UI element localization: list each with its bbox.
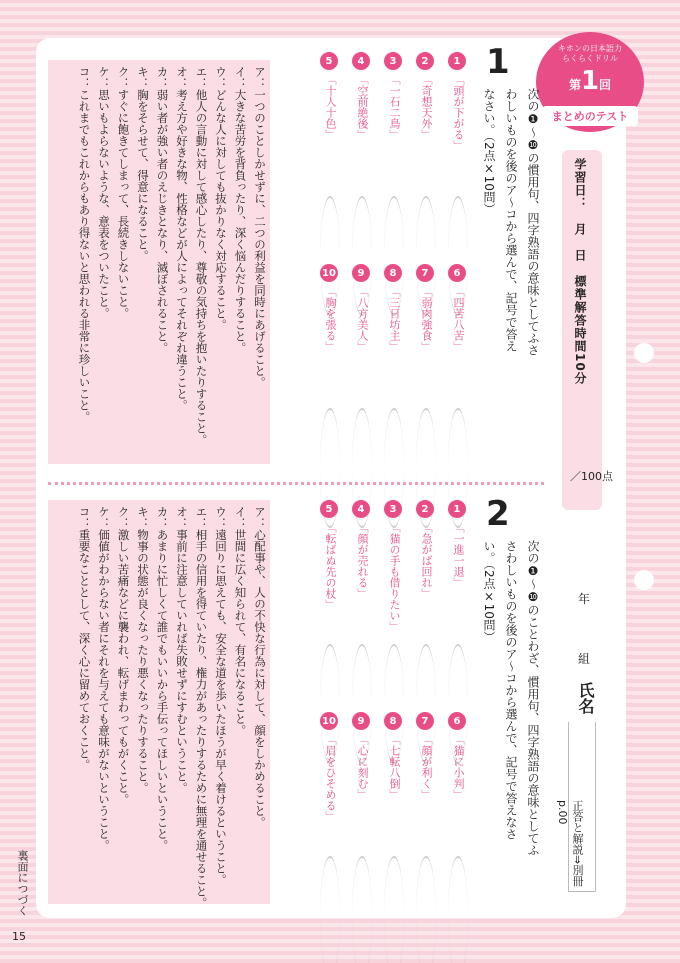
- year-label: 年: [578, 592, 591, 606]
- badge-kai-number: 1: [580, 66, 600, 96]
- question-item: [448, 52, 468, 151]
- answer-option: コ：これまでもこれからもあり得ないと思われる非常に珍しいこと。: [77, 66, 92, 423]
- question-item: [448, 712, 468, 800]
- question-text: 「転ばぬ先の杖」: [324, 522, 337, 610]
- answer-option: ア：一つのことしかせずに、二つの利益を同時にあげること。: [253, 66, 267, 388]
- page-number: 15: [12, 930, 26, 943]
- question-text: 「急がば回れ」: [420, 522, 433, 599]
- question-number: 2: [416, 500, 434, 518]
- badge-series-line1: キホンの日本語力: [558, 44, 622, 53]
- question-number: 4: [352, 52, 370, 70]
- question-item: [416, 52, 436, 140]
- question-text: 「猫の手も借りたい」: [388, 522, 401, 632]
- badge-series-line2: らくらくドリル: [562, 54, 618, 63]
- question-text: 「三日坊主」: [388, 286, 401, 352]
- class-label: 組: [578, 652, 591, 666]
- section1-number: 1: [486, 42, 510, 82]
- question-text: 「顔が利く」: [420, 734, 433, 800]
- score-points: ／100点: [570, 470, 613, 483]
- question-number: 8: [384, 712, 402, 730]
- answer-option: オ：考え方や好きな物、性格などが人によってそれぞれ違うこと。: [175, 66, 189, 411]
- study-date-label: 学習日： 月 日 標準解答時間10分: [573, 158, 587, 385]
- question-number: 2: [416, 52, 434, 70]
- continue-note: 裏面につづく: [16, 850, 29, 916]
- question-text: 「奇想天外」: [420, 74, 433, 140]
- question-item: [320, 500, 340, 610]
- question-number: 9: [352, 712, 370, 730]
- question-number: 10: [320, 264, 338, 282]
- question-number: 1: [448, 52, 466, 70]
- badge-kai-suffix: 回: [599, 78, 612, 92]
- question-number: 8: [384, 264, 402, 282]
- question-item: [320, 712, 340, 822]
- answer-reference: 正答と解説⇒別冊 p.00: [556, 800, 584, 887]
- answer-option: カ：あまりに忙しくて誰でもいいから手伝ってほしいということ。: [155, 506, 170, 851]
- question-number: 10: [320, 712, 338, 730]
- question-text: 「一石二鳥」: [388, 74, 401, 140]
- question-item: [352, 264, 372, 352]
- question-number: 7: [416, 712, 434, 730]
- badge-label: まとめのテスト: [542, 106, 638, 126]
- question-text: 「四苦八苦」: [452, 286, 465, 352]
- section2-number: 2: [486, 494, 510, 534]
- answer-option: ケ：思いもよらないような、意表をついたこと。: [97, 66, 111, 319]
- answer-option: キ：物事の状態が良くなったり悪くなったりすること。: [136, 506, 150, 794]
- question-text: 「眉をひそめる」: [324, 734, 337, 822]
- answer-option: コ：重要なこととして、深く心に留めておくこと。: [77, 506, 92, 771]
- question-number: 6: [448, 264, 466, 282]
- question-text: 「胸を張る」: [324, 286, 337, 352]
- question-text: 「十人十色」: [324, 74, 337, 140]
- answer-option: キ：胸をそらせて、得意になること。: [136, 66, 150, 262]
- question-number: 1: [448, 500, 466, 518]
- name-label: 氏名: [576, 682, 595, 714]
- question-text: 「頭が下がる」: [452, 74, 465, 151]
- question-item: [384, 712, 404, 800]
- question-item: [384, 264, 404, 352]
- question-number: 6: [448, 712, 466, 730]
- question-number: 5: [320, 52, 338, 70]
- question-item: [416, 712, 436, 800]
- answer-option: ク：激しい苦痛などに襲われ、転げまわってもがくこと。: [116, 506, 131, 805]
- question-item: [448, 500, 468, 588]
- question-text: 「八方美人」: [356, 286, 369, 352]
- question-number: 5: [320, 500, 338, 518]
- question-item: [352, 712, 372, 800]
- answer-option: ウ：どんな人に対しても抜かりなく対応すること。: [214, 66, 228, 331]
- answer-option: エ：他人の言動に対して感心したり、尊敬の気持ちを抱いたりすること。: [194, 66, 209, 446]
- question-item: [320, 264, 340, 352]
- answer-option: ク：すぐに飽きてしまって、長続きしないこと。: [116, 66, 131, 319]
- answer-option: ケ：価値がわからない者にそれを与えても意味がないということ。: [97, 506, 111, 851]
- question-item: [416, 500, 436, 599]
- answer-option: オ：事前に注意していれば失敗せずにすむということ。: [175, 506, 189, 794]
- question-item: [320, 52, 340, 140]
- badge-kai-prefix: 第: [568, 78, 581, 92]
- question-number: 7: [416, 264, 434, 282]
- answer-option: イ：大きな苦労を背負ったり、深く悩んだりすること。: [233, 66, 248, 354]
- question-item: [384, 500, 404, 632]
- section2-instruction: 次の❶〜❿のことわざ、慣用句、四字熟語の意味としてふさわしいものを後のア〜コから選んで、記号で答えなさい。（2点×10問）: [482, 540, 540, 856]
- question-item: [352, 500, 372, 599]
- question-item: [448, 264, 468, 352]
- question-number: 3: [384, 52, 402, 70]
- question-text: 「心に刻む」: [356, 734, 369, 800]
- question-text: 「猫に小判」: [452, 734, 465, 800]
- question-item: [384, 52, 404, 140]
- answer-option: ウ：遠回りに思えても、安全な道を歩いたほうが早く着けるということ。: [214, 506, 228, 886]
- question-text: 「一進一退」: [452, 522, 465, 588]
- question-text: 「七転八倒」: [388, 734, 401, 800]
- question-number: 4: [352, 500, 370, 518]
- question-item: [352, 52, 372, 140]
- question-item: [416, 264, 436, 352]
- section1-instruction: 次の❶〜❿の慣用句、四字熟語の意味としてふさわしいものを後のア〜コから選んで、記号で答えなさい。（2点×10問）: [482, 88, 540, 356]
- answer-option: エ：相手の信用を得ていたり、権力があったりするために無理を通せること。: [194, 506, 209, 909]
- answer-option: イ：世間に広く知られて、有名になること。: [233, 506, 248, 736]
- question-text: 「空前絶後」: [356, 74, 369, 140]
- section-divider: [48, 482, 544, 485]
- question-number: 3: [384, 500, 402, 518]
- answer-option: カ：弱い者が強い者のえじきとなり、滅ぼされること。: [155, 66, 170, 354]
- lesson-badge: [536, 32, 644, 132]
- binder-hole: [634, 343, 654, 363]
- question-text: 「弱肉強食」: [420, 286, 433, 352]
- binder-hole: [634, 570, 654, 590]
- answer-option: ア：心配事や、人の不快な行為に対して、顔をしかめること。: [253, 506, 267, 828]
- question-number: 9: [352, 264, 370, 282]
- question-text: 「顔が売れる」: [356, 522, 369, 599]
